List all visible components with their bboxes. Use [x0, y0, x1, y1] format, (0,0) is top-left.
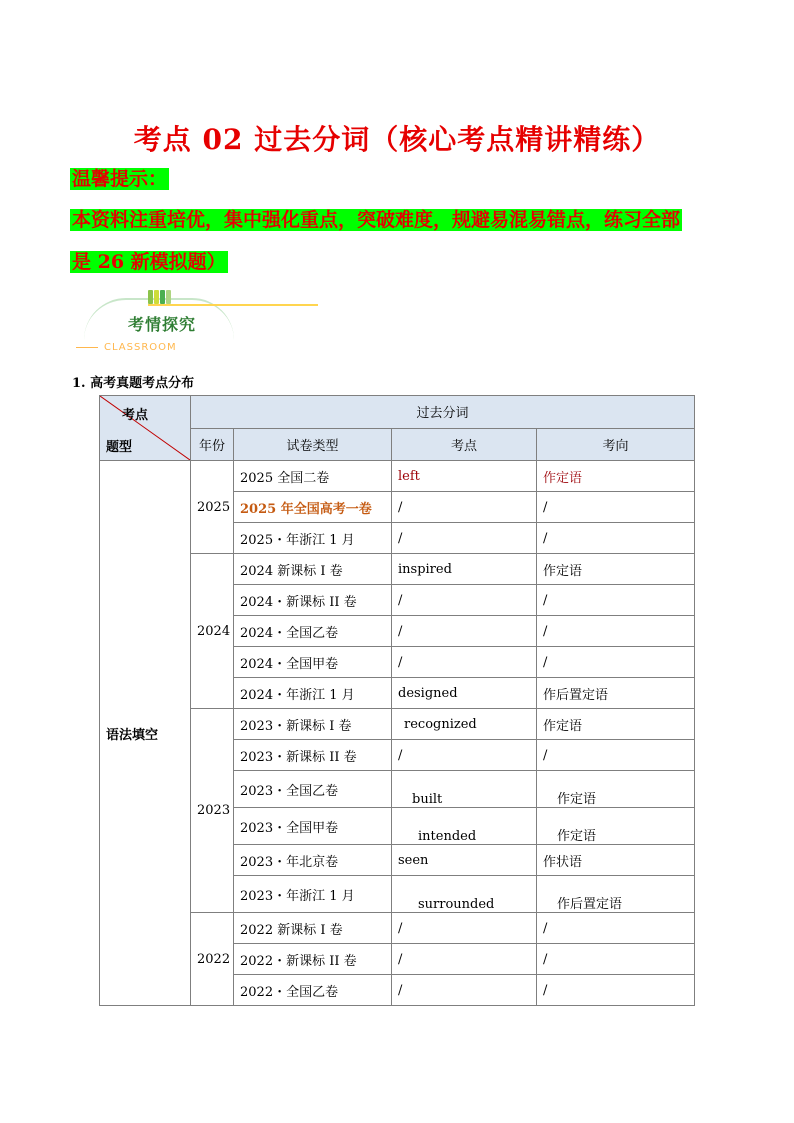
direction-cell: /: [537, 492, 695, 523]
point-cell: surrounded: [392, 876, 537, 913]
table-body: [100, 461, 695, 1006]
tip-label-line: [70, 166, 169, 193]
point-cell: /: [392, 913, 537, 944]
banner-subtitle: CLASSROOM: [104, 342, 177, 353]
year-cell: 2024: [191, 554, 234, 709]
year-cell: 2025: [191, 461, 234, 554]
group-header: 过去分词: [191, 396, 695, 429]
paper-cell: 2023・年北京卷: [234, 845, 392, 876]
point-cell: intended: [392, 808, 537, 845]
tip-text-2: 是 26 新模拟题）: [72, 251, 226, 273]
table-row: [100, 461, 695, 492]
book-shape: [160, 290, 165, 304]
paper-cell: 2022・全国乙卷: [234, 975, 392, 1006]
point-cell: seen: [392, 845, 537, 876]
paper-cell: 2023・全国乙卷: [234, 771, 392, 808]
page-title: 考点 02 过去分词（核心考点精讲精练）: [133, 123, 661, 156]
point-cell: /: [392, 585, 537, 616]
direction-cell: /: [537, 913, 695, 944]
header-direction: 考向: [537, 428, 695, 461]
direction-cell: 作定语: [537, 554, 695, 585]
corner-cell: [100, 396, 191, 461]
paper-cell: 2024・全国乙卷: [234, 616, 392, 647]
paper-cell: 2024・新课标 II 卷: [234, 585, 392, 616]
banner-dash: [76, 347, 98, 348]
tip-text-1: 本资料注重培优，集中强化重点，突破难度，规避易混易错点，练习全部: [72, 209, 681, 231]
direction-cell: /: [537, 523, 695, 554]
paper-cell: 2024 新课标 I 卷: [234, 554, 392, 585]
point-cell: /: [392, 492, 537, 523]
paper-cell: 2024・年浙江 1 月: [234, 678, 392, 709]
paper-cell: 2025・年浙江 1 月: [234, 523, 392, 554]
book-shape: [148, 290, 153, 304]
direction-cell: /: [537, 740, 695, 771]
direction-cell: 作状语: [537, 845, 695, 876]
point-cell: inspired: [392, 554, 537, 585]
point-cell: left: [392, 461, 537, 492]
point-cell: designed: [392, 678, 537, 709]
direction-cell: 作定语: [537, 771, 695, 808]
corner-top-label: 考点: [122, 408, 149, 423]
direction-cell: 作后置定语: [537, 678, 695, 709]
classroom-banner: [76, 286, 246, 358]
point-cell: /: [392, 975, 537, 1006]
tip-text-line-2: [70, 248, 228, 277]
year-cell: 2023: [191, 709, 234, 913]
direction-cell: 作定语: [537, 709, 695, 740]
year-cell: 2022: [191, 913, 234, 1006]
direction-cell: /: [537, 647, 695, 678]
direction-cell: /: [537, 585, 695, 616]
paper-cell: 2025 年全国高考一卷: [234, 492, 392, 523]
paper-cell: 2025 全国二卷: [234, 461, 392, 492]
point-cell: /: [392, 944, 537, 975]
books-icon: [148, 290, 171, 304]
point-cell: recognized: [392, 709, 537, 740]
direction-cell: 作后置定语: [537, 876, 695, 913]
question-type-cell: 语法填空: [100, 461, 191, 1006]
point-cell: /: [392, 740, 537, 771]
exam-distribution-table: [99, 395, 695, 1006]
paper-cell: 2023・新课标 I 卷: [234, 709, 392, 740]
point-cell: /: [392, 616, 537, 647]
banner-line-decoration: [148, 304, 318, 306]
header-point: 考点: [392, 428, 537, 461]
direction-cell: /: [537, 616, 695, 647]
point-cell: built: [392, 771, 537, 808]
point-cell: /: [392, 647, 537, 678]
direction-cell: /: [537, 975, 695, 1006]
corner-bottom-label: 题型: [106, 440, 133, 455]
direction-cell: 作定语: [537, 808, 695, 845]
paper-cell: 2022 新课标 I 卷: [234, 913, 392, 944]
header-paper: 试卷类型: [234, 428, 392, 461]
paper-cell: 2023・新课标 II 卷: [234, 740, 392, 771]
book-shape: [166, 290, 171, 304]
header-year: 年份: [191, 428, 234, 461]
direction-cell: /: [537, 944, 695, 975]
paper-cell: 2023・全国甲卷: [234, 808, 392, 845]
section-title: 1. 高考真题考点分布: [72, 376, 195, 391]
tip-text-line-1: [70, 206, 682, 235]
point-cell: /: [392, 523, 537, 554]
tip-label: 温馨提示：: [72, 168, 168, 190]
banner-subtitle-line: [76, 342, 177, 353]
book-shape: [154, 290, 159, 304]
direction-cell: 作定语: [537, 461, 695, 492]
banner-title: 考情探究: [128, 315, 197, 334]
paper-cell: 2024・全国甲卷: [234, 647, 392, 678]
paper-cell: 2023・年浙江 1 月: [234, 876, 392, 913]
paper-cell: 2022・新课标 II 卷: [234, 944, 392, 975]
